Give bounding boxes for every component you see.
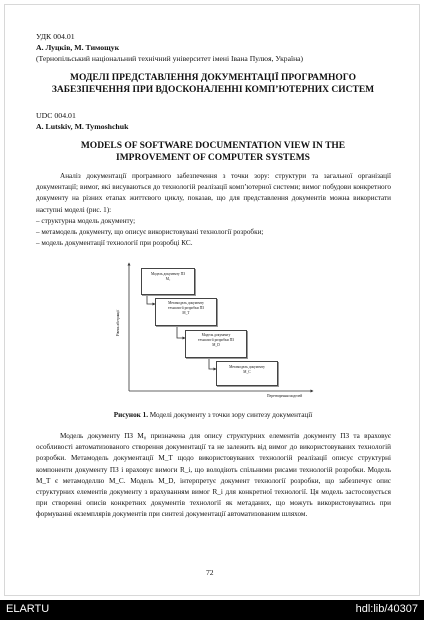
udc-ua: УДК 004.01 <box>36 32 75 41</box>
paragraph-intro: Аналіз документації програмного забезпечення з точки зору: структури та загальної організації документації; вимог, які висуваються до технологій реалізації комп’ютерної системи; вимог побудови конкретного документу на різних етапах життєвого циклу, показав, що для представлення документів можна використати наступні моделі (рис. 1): <box>36 172 391 214</box>
model-box-mt: Метамодель документу технології розробки ПЗ M_T <box>155 298 217 326</box>
list-item: – структурна модель документу; <box>36 217 136 225</box>
footer-bar <box>0 600 424 620</box>
title-en-line2: IMPROVEMENT OF COMPUTER SYSTEMS <box>116 153 310 163</box>
paragraph-models: Модель документу ПЗ M₀ призначена для опису структурних елементів документу ПЗ та враховує особливості автоматизованого створення документації та не залежить від вимог до використовуваних технологій розробки. Метамодель документації M_T щодо використовуваних технологій реалізації описує структурні компоненти документу ПЗ і враховує вимоги R_i, що володіють спільними рисами технологій розробки. Модель M_T є метамоделлю M_C. Модель M_D, інтерпретує документ технології розробки, що забезпечує опис структурних елементів документу з врахуванням вимог R_i для конкретної технології. Ця модель застосовується при створенні описів конкретних документів технології як метаданих, що можуть використовуватись при формуванні екземплярів документів при синтезі документації автоматизованим шляхом. <box>36 432 391 519</box>
authors-en: A. Lutskiv, M. Tymoshchuk <box>36 122 129 131</box>
y-axis-label: Рівень абстракції <box>116 309 121 337</box>
x-axis-label: Перетворення моделей <box>267 394 303 398</box>
authors-ua: А. Луцків, М. Тимощук <box>36 43 120 52</box>
title-en-line1: MODELS OF SOFTWARE DOCUMENTATION VIEW IN THE <box>80 141 346 151</box>
transition-arrow <box>177 325 185 338</box>
page-number: 72 <box>206 568 214 577</box>
list-item: – модель документації технології при розробці КС. <box>36 239 193 248</box>
model-list <box>36 216 391 250</box>
footer-handle[interactable]: hdl:lib/40307 <box>355 603 418 615</box>
model-box-mc: Метамодель документу M_C <box>216 361 278 386</box>
title-ua-line1: МОДЕЛІ ПРЕДСТАВЛЕННЯ ДОКУМЕНТАЦІЇ ПРОГРАМНОГО <box>70 73 356 83</box>
footer-repository[interactable]: ELARTU <box>6 603 50 615</box>
model-box-m0: Модель документу ПЗ M₀ <box>141 268 195 295</box>
list-item: – метамодель документу, що описує використовувані технології розробки; <box>36 228 264 237</box>
affiliation-ua: (Тернопільський національний технічний університет імені Івана Пулюя, Україна) <box>36 54 304 63</box>
document-page <box>4 4 420 596</box>
udc-en: UDC 004.01 <box>36 111 76 120</box>
title-ua-line2: ЗАБЕЗПЕЧЕННЯ ПРИ ВДОСКОНАЛЕННІ КОМП’ЮТЕРНИХ СИСТЕМ <box>51 85 375 95</box>
figure-caption: Рисунок 1. Моделі документу з точки зору синтезу документації <box>113 411 313 419</box>
model-box-md: Модель документу технології розробки ПЗ M_D <box>185 330 247 358</box>
